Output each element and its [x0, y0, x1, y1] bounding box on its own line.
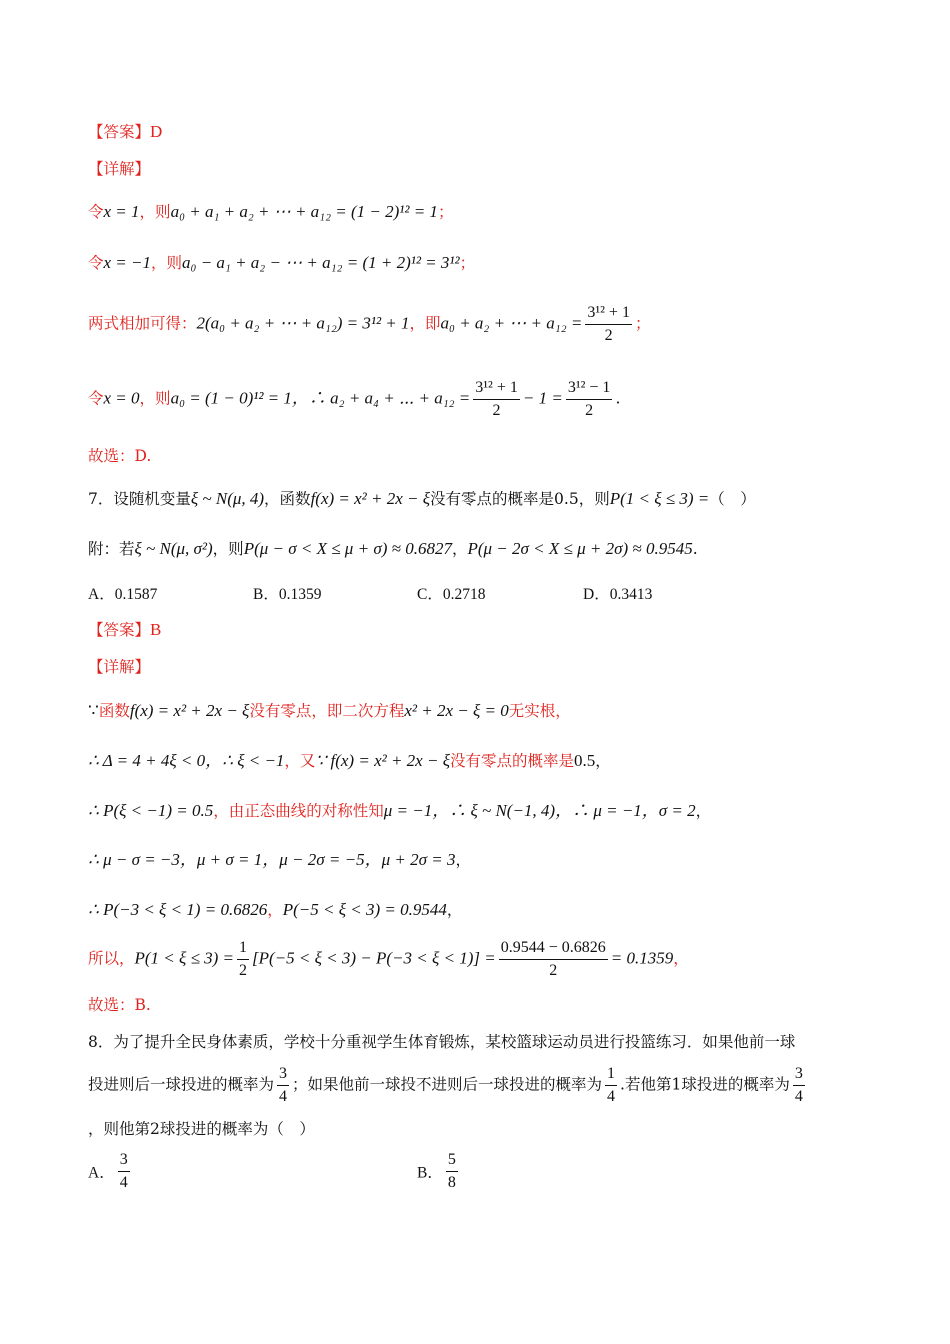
step-text: .: [615, 389, 621, 408]
fraction: [118, 1150, 130, 1193]
fraction-numerator: 3¹² + 1: [585, 303, 632, 325]
q7-answer-line: [88, 619, 890, 641]
math-expr: P(μ − σ < X ≤ μ + σ) ≈ 0.6827: [243, 539, 452, 558]
step-text: ，: [695, 802, 712, 820]
q7-step-5: [88, 899, 890, 921]
step-text: 无实根，: [508, 702, 571, 720]
fraction-denominator: 2: [549, 962, 558, 979]
q6-step-3: [88, 303, 890, 346]
fraction-numerator: 3: [793, 1064, 805, 1086]
math-expr: x = 1: [103, 202, 140, 221]
step-text: ，: [446, 901, 463, 919]
detail-tag: 【详解】: [88, 658, 151, 676]
fraction-numerator: 1: [237, 938, 249, 960]
fraction-denominator: 2: [492, 402, 501, 419]
math-expr: P(1 < ξ ≤ 3) =: [609, 489, 710, 508]
step-text: ，: [267, 901, 283, 919]
step-text: 令: [88, 254, 104, 272]
q8-stem-line-3: [88, 1118, 890, 1140]
fraction: [446, 1150, 458, 1193]
question-text: .若他第1球投进的概率为: [620, 1075, 790, 1094]
fraction-numerator: 1: [605, 1064, 617, 1086]
fraction: [585, 303, 632, 346]
step-text: 所以，: [88, 949, 135, 968]
math-expr: a₀ = (1 − 0)¹² = 1: [170, 388, 292, 408]
conclusion-text: 故选：B.: [88, 996, 151, 1014]
question-text: 附：若: [88, 540, 135, 558]
fraction: [277, 1064, 289, 1107]
option-label: C．: [417, 586, 443, 603]
fraction-denominator: 4: [794, 1088, 803, 1105]
q7-option-b: [253, 582, 321, 604]
step-text: 令: [88, 389, 104, 408]
q8-option-b: [417, 1150, 461, 1193]
fraction-denominator: 2: [585, 402, 594, 419]
q7-step-4: [88, 849, 890, 871]
step-text: ，由正态曲线的对称性知: [213, 802, 384, 820]
q8-option-a: [88, 1150, 133, 1193]
step-text: ，又: [284, 752, 316, 770]
q7-step-3: [88, 800, 890, 822]
math-expr: − 1 =: [522, 388, 563, 408]
q7-option-c: [417, 582, 485, 604]
step-text: ；: [634, 314, 651, 333]
fraction-denominator: 4: [119, 1174, 128, 1191]
step-text: ，则: [139, 389, 171, 408]
math-expr: ∴ μ − σ = −3，μ + σ = 1，μ − 2σ = −5，μ + 2σ = 3: [88, 850, 456, 869]
question-text: 8．为了提升全民身体素质，学校十分重视学生体育锻炼，某校篮球运动员进行投篮练习．如果他前一球: [88, 1033, 796, 1051]
question-text: ，函数: [264, 490, 311, 508]
step-text: ，则: [151, 254, 183, 272]
step-text: 令: [88, 203, 104, 221]
question-text: （ ）: [709, 490, 756, 508]
answer-tag: 【答案】: [88, 123, 151, 141]
q6-detail-line: [88, 158, 890, 180]
q6-conclusion: [88, 445, 890, 467]
option-value: 0.1359: [278, 586, 322, 603]
fraction: [473, 378, 520, 421]
fraction-denominator: 2: [604, 327, 613, 344]
q7-step-6: [88, 938, 890, 981]
math-expr: a₀ + a₁ + a₂ + ⋯ + a₁₂ = (1 − 2)¹² = 1: [170, 202, 438, 221]
step-text: ；: [437, 203, 454, 221]
conclusion-text: 故选：D.: [88, 447, 152, 465]
math-expr: x² + 2x − ξ = 0: [404, 701, 509, 720]
option-value: 0.2718: [442, 586, 486, 603]
math-expr: x = −1: [103, 253, 152, 272]
math-expr: ∵: [88, 701, 99, 720]
q7-stem: [88, 488, 890, 510]
option-value: 0.3413: [609, 586, 653, 603]
step-text: 没有零点，即二次方程: [249, 702, 405, 720]
fraction-denominator: 2: [239, 962, 248, 979]
q8-stem-line-2: [88, 1064, 890, 1107]
step-text: ，即: [409, 314, 441, 333]
option-label: B．: [253, 586, 279, 603]
fraction-numerator: 3¹² + 1: [473, 378, 520, 400]
fraction: [237, 938, 249, 981]
option-label: A．: [88, 1164, 115, 1182]
step-text: ，则: [139, 203, 171, 221]
q6-step-1: [88, 201, 890, 223]
option-label: B．: [417, 1164, 443, 1182]
option-value: 0.1587: [114, 586, 158, 603]
math-expr: f(x) = x² + 2x − ξ: [310, 489, 431, 508]
question-text: ，: [451, 540, 468, 558]
math-expr: 2(a₀ + a₂ + ⋯ + a₁₂) = 3¹² + 1: [196, 313, 410, 333]
math-expr: ，∴ a₂ + a₄ + ⋯ + a₁₂ =: [291, 388, 471, 408]
answer-tag: 【答案】: [88, 621, 151, 639]
q7-detail-line: [88, 656, 890, 678]
math-expr: ∴ Δ = 4 + 4ξ < 0，∴ ξ < −1: [88, 751, 285, 770]
question-text: 投进则后一球投进的概率为: [88, 1075, 275, 1094]
fraction-numerator: 0.9544 − 0.6826: [499, 938, 608, 960]
fraction-numerator: 3: [277, 1064, 289, 1086]
fraction-numerator: 3: [118, 1150, 130, 1172]
q7-step-2: [88, 750, 890, 772]
math-expr: P(1 < ξ ≤ 3) =: [134, 948, 235, 968]
q7-step-1: [88, 700, 890, 722]
math-expr: = 0.1359: [610, 948, 674, 968]
math-expr: ξ ~ N(μ, σ²): [134, 539, 213, 558]
math-expr: P(μ − 2σ < X ≤ μ + 2σ) ≈ 0.9545: [467, 539, 693, 558]
step-text: ；: [459, 254, 476, 272]
step-text: 两式相加可得：: [88, 314, 197, 333]
q6-step-2: [88, 252, 890, 274]
math-expr: x = 0: [103, 388, 140, 408]
detail-tag: 【详解】: [88, 160, 151, 178]
fraction-denominator: 4: [607, 1088, 616, 1105]
q6-answer-line: [88, 121, 890, 143]
q8-stem-line-1: [88, 1031, 890, 1053]
option-label: D．: [583, 586, 610, 603]
math-expr: ∴ P(ξ < −1) = 0.5: [88, 801, 214, 820]
math-expr: 0.5: [574, 751, 596, 770]
q7-option-a: [88, 582, 157, 604]
question-text: ；如果他前一球投不进则后一球投进的概率为: [292, 1075, 603, 1094]
option-label: A．: [88, 586, 115, 603]
step-text: ，: [673, 949, 689, 968]
math-expr: ∴ P(−3 < ξ < 1) = 0.6826: [88, 900, 268, 919]
q7-conclusion: [88, 994, 890, 1016]
question-text: 7．设随机变量: [88, 490, 191, 508]
q6-step-4: [88, 378, 890, 421]
q7-option-d: [583, 582, 652, 604]
step-text: ，: [595, 752, 611, 770]
answer-value: D: [150, 122, 163, 141]
math-expr: f(x) = x² + 2x − ξ: [129, 701, 250, 720]
answer-value: B: [150, 620, 162, 639]
fraction: [605, 1064, 617, 1107]
fraction: [499, 938, 608, 981]
fraction-numerator: 5: [446, 1150, 458, 1172]
math-expr: μ = −1，∴ ξ ~ N(−1, 4)，∴ μ = −1，σ = 2: [383, 801, 696, 820]
math-expr: ∵ f(x) = x² + 2x − ξ: [315, 751, 450, 770]
fraction: [793, 1064, 805, 1107]
step-text: 没有零点的概率是: [449, 752, 574, 770]
fraction-denominator: 4: [279, 1088, 288, 1105]
math-expr: a₀ + a₂ + ⋯ + a₁₂ =: [440, 313, 583, 333]
step-text: 函数: [98, 702, 130, 720]
math-expr: [P(−5 < ξ < 3) − P(−3 < ξ < 1)] =: [252, 948, 496, 968]
math-expr: P(−5 < ξ < 3) = 0.9544: [282, 900, 447, 919]
question-text: 没有零点的概率是0.5，则: [430, 490, 610, 508]
question-text: ，则: [212, 540, 244, 558]
fraction-denominator: 8: [447, 1174, 456, 1191]
q7-attachment: [88, 538, 890, 560]
fraction-numerator: 3¹² − 1: [566, 378, 613, 400]
step-text: ，: [455, 851, 471, 869]
question-text: .: [692, 540, 698, 558]
math-expr: ξ ~ N(μ, 4): [190, 489, 265, 508]
question-text: ，则他第2球投进的概率为（ ）: [88, 1120, 315, 1138]
math-expr: a₀ − a₁ + a₂ − ⋯ + a₁₂ = (1 + 2)¹² = 3¹²: [182, 253, 460, 272]
fraction: [566, 378, 613, 421]
